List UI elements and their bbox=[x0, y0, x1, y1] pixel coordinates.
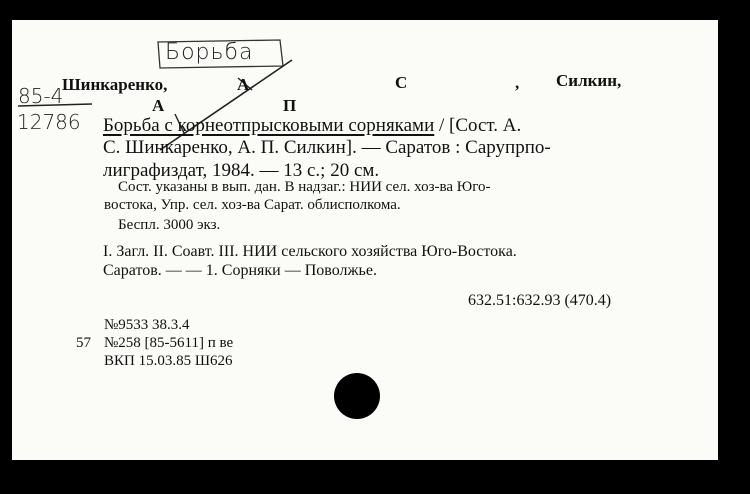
shelf-mark-line-1: 85-4 bbox=[18, 84, 64, 108]
description-line-3: лиграфиздат, 1984. — 13 с.; 20 см. bbox=[103, 160, 380, 181]
shelf-mark-line-2: 12786 bbox=[17, 110, 81, 134]
description-line-2: С. Шинкаренко, А. П. Силкин]. — Саратов : Сарупрпо- bbox=[103, 137, 551, 158]
title-proper: Борьба с корнеотпрысковыми сорняками bbox=[103, 115, 435, 136]
note-line-1: Сост. указаны в вып. дан. В надзаг.: НИИ сел. хоз-ва Юго- bbox=[118, 179, 491, 195]
author-2-initial-p: П bbox=[283, 96, 297, 115]
tracings-line-2: Саратов. — — 1. Сорняки — Поволжье. bbox=[103, 262, 377, 279]
author-2-initial-a: А bbox=[152, 96, 165, 115]
author-1: Шинкаренко, bbox=[62, 75, 168, 94]
note-line-2: востока, Упр. сел. хоз-ва Сарат. облисполкома. bbox=[104, 197, 401, 213]
accession-line-3: ВКП 15.03.85 Ш626 bbox=[104, 353, 233, 369]
udc-classification: 632.51:632.93 (470.4) bbox=[468, 292, 612, 309]
author-2: Силкин, bbox=[556, 71, 622, 90]
title-statement-rest: / [Сост. А. bbox=[439, 115, 522, 136]
tracings-line-1: I. Загл. II. Соавт. III. НИИ сельского хозяйства Юго-Востока. bbox=[103, 243, 517, 260]
heading-comma: , bbox=[515, 73, 520, 92]
author-1-initial-s: С bbox=[395, 73, 408, 92]
card-punch-hole bbox=[334, 373, 380, 419]
author-1-initial-a: А bbox=[237, 75, 250, 94]
accession-line-2: №258 [85-5611] п ве bbox=[104, 335, 234, 351]
accession-line-1: №9533 38.3.4 bbox=[104, 317, 190, 333]
note-line-3: Беспл. 3000 экз. bbox=[118, 217, 221, 233]
handwritten-title-note: Борьба bbox=[165, 40, 254, 65]
description-line-1 bbox=[103, 116, 521, 135]
accession-prefix: 57 bbox=[76, 335, 91, 351]
